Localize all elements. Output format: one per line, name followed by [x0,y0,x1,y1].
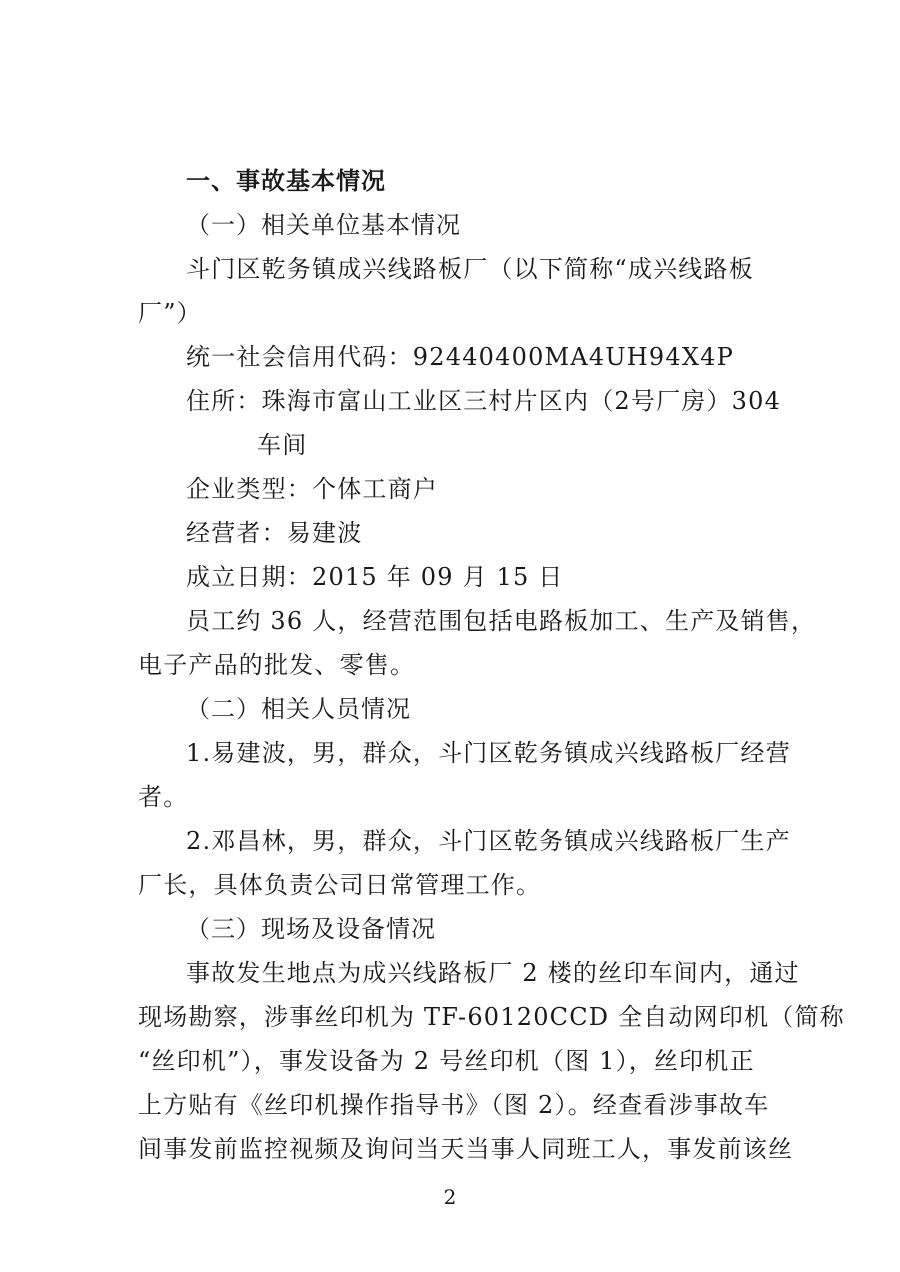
person-2-line-cont: 厂长，具体负责公司日常管理工作。 [138,871,542,899]
scene-paragraph-line-3: “丝印机”），事发设备为 2 号丝印机（图 1），丝印机正 [138,1047,755,1075]
subsection-title-unit-info: （一）相关单位基本情况 [186,211,461,239]
staff-scope-line: 员工约 36 人，经营范围包括电路板加工、生产及销售， [186,607,817,635]
established-date-line: 成立日期：2015 年 09 月 15 日 [186,563,564,591]
enterprise-type-line: 企业类型：个体工商户 [186,475,438,503]
subsection-title-scene: （三）现场及设备情况 [186,915,436,943]
page-number: 2 [443,1185,457,1209]
credit-code-line: 统一社会信用代码：92440400MA4UH94X4P [186,343,734,371]
person-1-line: 1.易建波，男，群众，斗门区乾务镇成兴线路板厂经营 [186,739,791,767]
operator-line: 经营者：易建波 [186,519,363,547]
scene-paragraph-line-4: 上方贴有《丝印机操作指导书》（图 2）。经查看涉事故车 [138,1091,770,1119]
address-line-cont: 车间 [257,431,308,459]
address-line: 住所：珠海市富山工业区三村片区内（2号厂房）304 [186,387,782,415]
subsection-title-personnel: （二）相关人员情况 [186,695,411,723]
scene-paragraph-line-1: 事故发生地点为成兴线路板厂 2 楼的丝印车间内，通过 [186,959,800,987]
person-1-line-cont: 者。 [138,783,189,811]
scene-paragraph-line-5: 间事发前监控视频及询问当天当事人同班工人，事发前该丝 [138,1135,794,1163]
section-title: 一、事故基本情况 [186,166,386,195]
scene-paragraph-line-2: 现场勘察，涉事丝印机为 TF-60120CCD 全自动网印机（简称 [138,1003,845,1031]
company-name-line: 斗门区乾务镇成兴线路板厂（以下简称“成兴线路板 [186,255,754,283]
staff-scope-line-cont: 电子产品的批发、零售。 [138,651,416,679]
company-name-line-cont: 厂”） [138,299,202,327]
person-2-line: 2.邓昌林，男，群众，斗门区乾务镇成兴线路板厂生产 [186,827,791,855]
